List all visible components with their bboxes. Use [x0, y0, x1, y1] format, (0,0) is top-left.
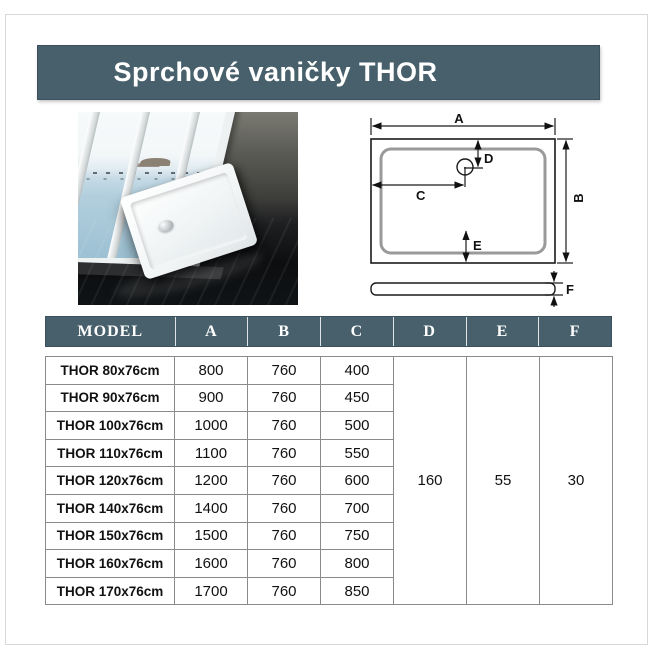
model-cell: THOR 170x76cm: [46, 577, 175, 605]
column-header-b: B: [247, 317, 320, 346]
island: [139, 158, 171, 166]
model-cell: THOR 80x76cm: [46, 357, 175, 385]
value-c: 500: [321, 412, 394, 440]
value-a: 800: [175, 357, 248, 385]
value-a: 1100: [175, 439, 248, 467]
value-c: 800: [321, 550, 394, 578]
value-c: 550: [321, 439, 394, 467]
model-cell: THOR 110x76cm: [46, 439, 175, 467]
value-b: 760: [248, 577, 321, 605]
value-c: 750: [321, 522, 394, 550]
shared-value-d: 160: [394, 357, 467, 605]
value-a: 1200: [175, 467, 248, 495]
value-b: 760: [248, 494, 321, 522]
value-c: 600: [321, 467, 394, 495]
column-header-e: E: [466, 317, 539, 346]
dimension-label-e: E: [473, 238, 482, 253]
value-b: 760: [248, 384, 321, 412]
value-c: 700: [321, 494, 394, 522]
value-b: 760: [248, 550, 321, 578]
shared-value-e: 55: [467, 357, 540, 605]
value-a: 1000: [175, 412, 248, 440]
value-b: 760: [248, 467, 321, 495]
value-c: 400: [321, 357, 394, 385]
dimension-label-c: C: [416, 188, 426, 203]
dimension-label-f: F: [566, 282, 574, 297]
drain: [157, 218, 175, 233]
spec-table: [45, 356, 613, 605]
value-c: 850: [321, 577, 394, 605]
value-c: 450: [321, 384, 394, 412]
model-cell: THOR 160x76cm: [46, 550, 175, 578]
spec-table-header: [45, 316, 612, 347]
dimension-label-a: A: [454, 111, 464, 126]
value-a: 1500: [175, 522, 248, 550]
dimension-label-b: B: [571, 193, 586, 203]
value-a: 1400: [175, 494, 248, 522]
column-header-f: F: [538, 317, 611, 346]
tech-diagram: [360, 110, 650, 310]
table-row: [46, 357, 613, 385]
page-title: Sprchové vaničky THOR: [113, 57, 438, 87]
model-cell: THOR 150x76cm: [46, 522, 175, 550]
column-header-a: A: [175, 317, 248, 346]
value-a: 1700: [175, 577, 248, 605]
model-cell: THOR 120x76cm: [46, 467, 175, 495]
boats: [78, 172, 209, 174]
column-header-d: D: [393, 317, 466, 346]
value-a: 1600: [175, 550, 248, 578]
tray-side-view: [371, 283, 555, 295]
model-cell: THOR 100x76cm: [46, 412, 175, 440]
model-cell: THOR 140x76cm: [46, 494, 175, 522]
column-header-model: MODEL: [77, 322, 143, 340]
value-b: 760: [248, 412, 321, 440]
value-b: 760: [248, 522, 321, 550]
product-photo: [78, 112, 298, 305]
column-header-c: C: [320, 317, 393, 346]
dimension-label-d: D: [484, 151, 494, 166]
tray-outline-top-view: [371, 139, 555, 263]
title-bar: [37, 45, 600, 100]
value-a: 900: [175, 384, 248, 412]
value-b: 760: [248, 439, 321, 467]
model-cell: THOR 90x76cm: [46, 384, 175, 412]
value-b: 760: [248, 357, 321, 385]
shared-value-f: 30: [540, 357, 613, 605]
